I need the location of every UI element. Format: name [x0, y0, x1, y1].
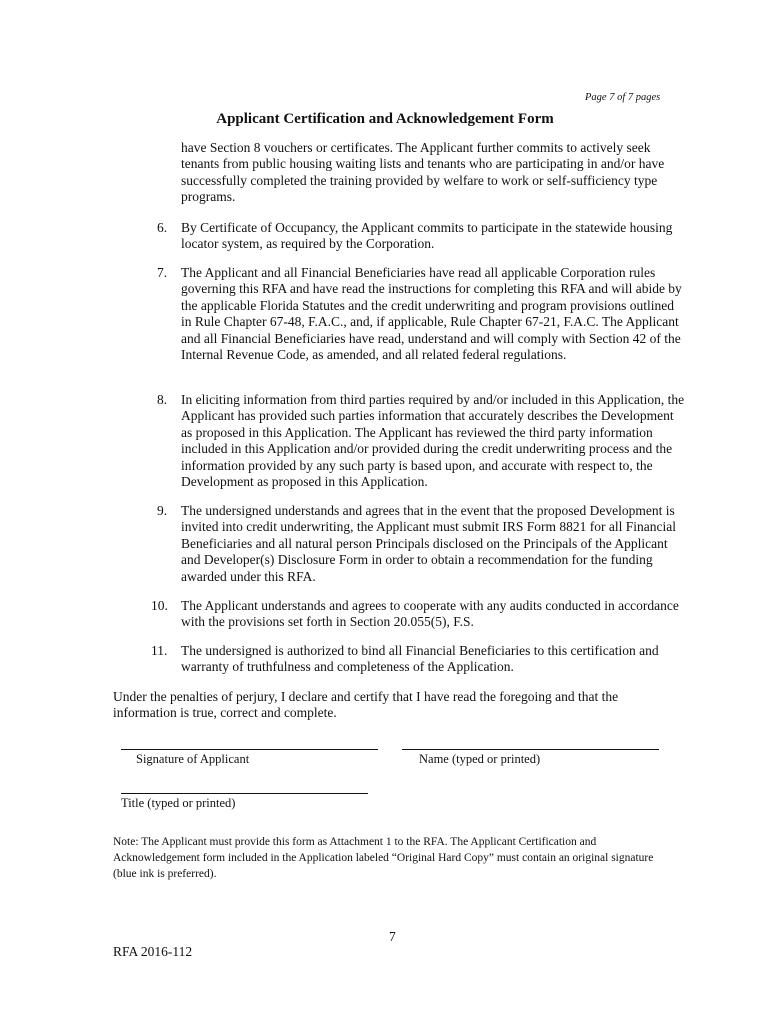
- note-paragraph: Note: The Applicant must provide this form as Attachment 1 to the RFA. The Applicant Certification and Acknowledgement form included in the Application labeled “Original Hard Copy” must contain an original signature (blue ink is preferred).: [113, 836, 654, 880]
- item-text: The Applicant and all Financial Beneficiaries have read all applicable Corporation rules governing this RFA and have read the instructions for completing this RFA and will abide by the applicable Florida Statutes and the credit underwriting and program provisions outlined in Rule Chapter 67-48, F.A.C., and, if applicable, Rule Chapter 67-21, F.A.C. The Applicant and all Financial Beneficiaries have read, understand and will comply with Section 42 of the Internal Revenue Code, as amended, and all related federal regulations.: [181, 265, 682, 363]
- title-label: Title (typed or printed): [121, 796, 236, 810]
- page-title: Applicant Certification and Acknowledgement Form: [216, 111, 554, 127]
- rfa-id: RFA 2016-112: [113, 944, 193, 959]
- page-label: Page 7 of 7 pages: [585, 92, 661, 103]
- list-item: [157, 220, 686, 253]
- item-number: 10.: [151, 598, 168, 613]
- name-label: Name (typed or printed): [419, 752, 541, 766]
- list-item: [157, 392, 686, 490]
- item-text: By Certificate of Occupancy, the Applicant commits to participate in the statewide housing locator system, as required by the Corporation.: [181, 220, 673, 252]
- item-text: The Applicant understands and agrees to cooperate with any audits conducted in accordance with the provisions set forth in Section 20.055(5), F.S.: [181, 598, 679, 630]
- item-number: 11.: [151, 643, 168, 658]
- list-item: [151, 598, 686, 631]
- item-number: 9.: [157, 503, 168, 518]
- name-line[interactable]: [402, 749, 659, 750]
- list-item: [151, 643, 686, 676]
- item-text: In eliciting information from third parties required by and/or included in this Application, the Applicant has provided such parties information that accurately describes the Development as proposed in this Application. The Applicant has reviewed the third party information included in this Application and/or provided during the credit underwriting process and the information provided by any such party is based upon, and accurate with respect to, the Development as proposed in this Application.: [181, 392, 685, 490]
- item-number: 8.: [157, 392, 168, 407]
- item-text: The undersigned understands and agrees that in the event that the proposed Development is invited into credit underwriting, the Applicant must submit IRS Form 8821 for all Financial Beneficiaries and all natural person Principals disclosed on the Principals of the Applicant and Developer(s) Disclosure Form in order to obtain a recommendation for the funding awarded under this RFA.: [181, 503, 676, 584]
- list-item: [157, 265, 686, 363]
- item-number: 6.: [157, 220, 168, 235]
- signature-label: Signature of Applicant: [136, 752, 250, 766]
- declaration-paragraph: Under the penalties of perjury, I declare and certify that I have read the foregoing and that the information is true, correct and complete.: [113, 689, 619, 721]
- list-item: [157, 503, 686, 585]
- intro-paragraph: have Section 8 vouchers or certificates. The Applicant further commits to actively seek tenants from public housing waiting lists and tenants who are participating in and/or have successfully completed the training provided by welfare to work or self-sufficiency type programs.: [181, 140, 665, 205]
- page-number: 7: [389, 929, 396, 944]
- item-number: 7.: [157, 265, 168, 280]
- item-text: The undersigned is authorized to bind all Financial Beneficiaries to this certification and warranty of truthfulness and completeness of the Application.: [181, 643, 659, 675]
- applicant-signature-line[interactable]: [121, 749, 378, 750]
- title-line[interactable]: [121, 793, 368, 794]
